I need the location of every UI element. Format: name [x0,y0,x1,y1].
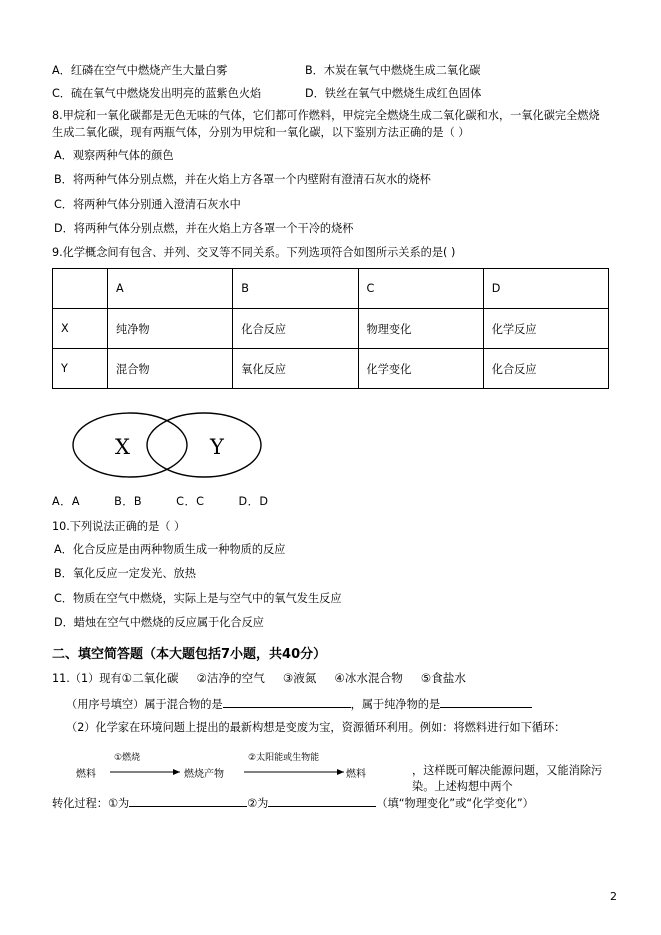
table-cell-y-a: 混合物 [108,349,233,389]
table-header-row [53,269,609,309]
q9-answer-a: A．A [52,495,80,509]
q7-option-b: B．木炭在氧气中燃烧生成二氧化碳 [305,64,481,77]
table-header-cell-b: B [233,269,358,309]
table-cell-x-d: 化学反应 [483,309,608,349]
table-row [53,309,609,349]
question-10-stem: 10.下列说法正确的是（ ） [52,520,186,534]
diagram-arrow2-head [337,769,344,775]
q11-blank-pure[interactable] [440,695,532,708]
q11-part3-mid: ②为 [247,797,269,811]
q11-blank-process2[interactable] [268,794,376,807]
q11-item-5: ⑤食盐水 [420,670,466,685]
venn-circle-right [147,413,261,477]
fuel-cycle-svg [52,744,472,790]
venn-label-y: Y [210,435,224,460]
diagram-label-middle: 燃烧产物 [184,769,224,781]
venn-label-x: X [115,435,130,460]
q11-item-1: ①二氧化碳 [121,670,179,685]
table-cell-y-d: 化合反应 [483,349,608,389]
q11-blank-mixture[interactable] [223,695,351,708]
table-header-cell-c: C [358,269,483,309]
q9-answer-d: D．D [238,495,269,509]
question-8-stem: 8.甲烷和一氧化碳都是无色无味的气体，它们都可作燃料，甲烷完全燃烧生成二氧化碳和水，一氧化碳完全燃烧生成二氧化碳，现有两瓶气体，分别为甲烷和一氧化碳，以下鉴别方法正确的是（ ） [52,109,600,139]
table-cell-y-c: 化学变化 [358,349,483,389]
fuel-cycle-diagram [52,744,609,794]
q10-option-d: D．蜡烛在空气中燃烧的反应属于化合反应 [54,616,264,630]
q11-item-4: ④冰水混合物 [334,670,403,685]
q11-blank-process1[interactable] [129,794,247,807]
q11-part2-text: （2）化学家在环境问题上提出的最新构想是变废为宝，资源循环利用。例如：将燃料进行如下循环： [66,721,566,735]
table-cell-x-c: 物理变化 [358,309,483,349]
diagram-label-left: 燃料 [76,769,96,781]
q8-option-c: C．将两种气体分别通入澄清石灰水中 [54,197,241,211]
q11-part3-line [52,794,609,813]
question-9-stem: 9.化学概念间有包含、并列、交叉等不同关系。下列选项符合如图所示关系的是( ) [52,246,456,260]
table-cell-x-b: 化合反应 [233,309,358,349]
q9-answer-c: C．C [176,495,205,509]
diagram-arrow1-head [173,769,180,775]
q11-item-3: ③液氮 [282,670,317,685]
table-cell-y-label: Y [53,349,108,389]
table-header-cell-a: A [108,269,233,309]
q11-part3-tail: （填“物理变化”或“化学变化”） [376,797,534,811]
q11-part1-tail-line [52,695,609,714]
q7-options-row-2 [52,85,609,101]
table-cell-x-a: 纯净物 [108,309,233,349]
table-header-cell-d: D [483,269,608,309]
venn-diagram [52,403,609,491]
table-cell-y-b: 氧化反应 [233,349,358,389]
q11-part2-tail: ，这样既可解决能源问题，又能消除污染。上述构想中两个 [412,764,603,794]
q7-option-d: D．铁丝在氧气中燃烧生成红色固体 [305,87,482,100]
q7-option-c: C．硫在氧气中燃烧发出明亮的蓝紫色火焰 [52,87,262,100]
q10-option-c: C．物质在空气中燃烧，实际上是与空气中的氧气发生反应 [54,591,342,605]
section-2-title: 二、填空简答题（本大题包括7小题，共40分） [52,646,327,662]
q11-part1-tail-a: （用序号填空）属于混合物的是 [66,697,223,711]
q10-option-a: A．化合反应是由两种物质生成一种物质的反应 [54,543,286,556]
table-row [53,349,609,389]
q11-item-2: ②洁净的空气 [196,670,265,685]
diagram-arrow2-label: ②太阳能或生物能 [248,753,320,764]
q7-options-row-1 [52,62,609,78]
q8-option-a: A．观察两种气体的颜色 [54,148,174,162]
q11-part1-prefix: 11.（1）现有 [52,671,122,685]
table-header-cell-0 [53,269,108,309]
q11-part1-tail-b: ，属于纯净物的是 [350,697,441,711]
venn-svg [52,403,292,487]
concept-table [52,268,609,389]
page-number: 2 [610,890,617,903]
q8-option-b: B．将两种气体分别点燃，并在火焰上方各罩一个内壁附有澄清石灰水的烧杯 [54,173,431,187]
q11-part3-prefix: 转化过程：①为 [52,797,130,811]
diagram-label-right: 燃料 [346,769,366,781]
table-cell-x-label: X [53,309,108,349]
q8-option-d: D．将两种气体分别点燃，并在火焰上方各罩一个干冷的烧杯 [54,221,354,235]
venn-circle-left [73,413,187,477]
q7-option-a: A．红磷在空气中燃烧产生大量白雾 [52,64,228,77]
q9-answer-choices [52,493,609,509]
q10-option-b: B．氧化反应一定发光、放热 [54,567,196,581]
q11-part1-line [52,670,609,688]
q9-answer-b: B．B [114,495,143,509]
diagram-arrow1-label: ①燃烧 [114,753,141,764]
